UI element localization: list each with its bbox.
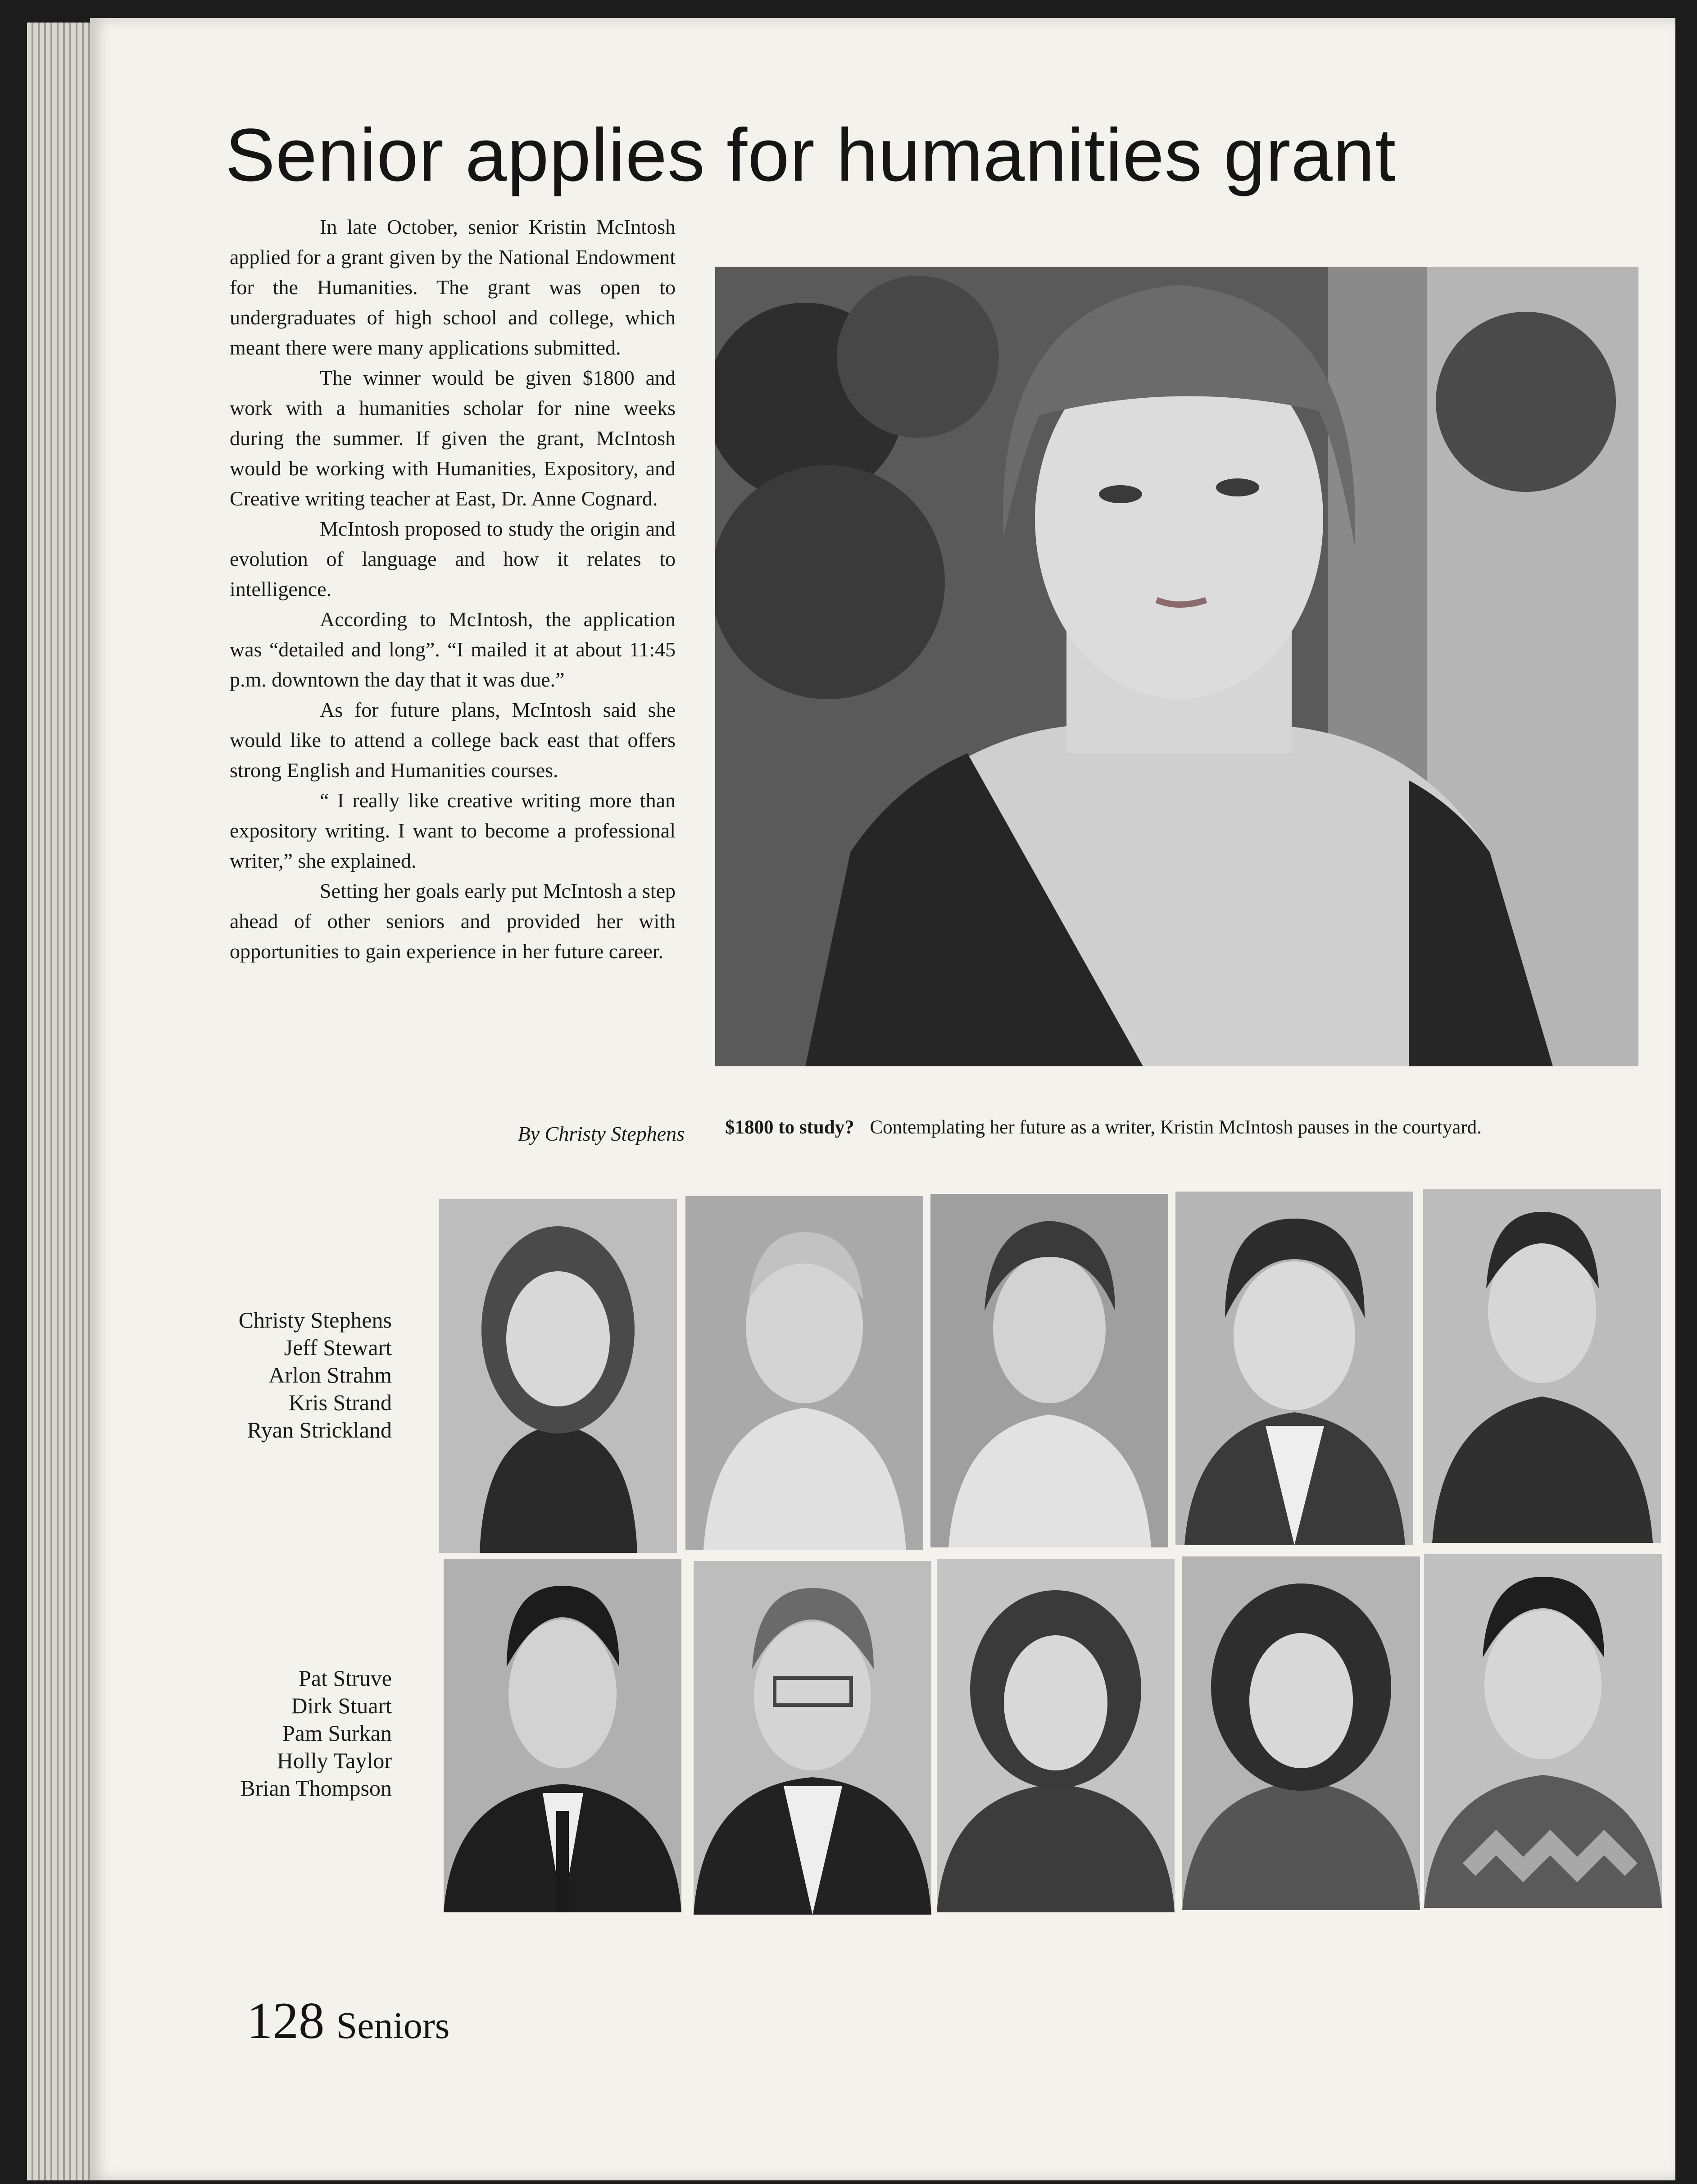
name-label: Dirk Stuart <box>291 1693 392 1718</box>
portrait-photo <box>694 1561 931 1915</box>
name-label: Ryan Strickland <box>247 1417 392 1442</box>
portrait-photo <box>1175 1192 1413 1545</box>
article-paragraph: In late October, senior Kristin McIntosh applied for a grant given by the National Endowment for the Humanities. The grant was open to undergraduates of high school and college, which meant there were many applications submitted. <box>230 215 676 359</box>
portrait-photo <box>439 1199 677 1553</box>
article-body <box>230 212 676 966</box>
article-paragraph: Setting her goals early put McIntosh a step ahead of other seniors and provided her with opportunities to gain experience in her future career. <box>230 879 676 963</box>
photo-caption <box>725 1116 1630 1138</box>
feature-photo <box>715 267 1638 1066</box>
article-paragraph: As for future plans, McIntosh said she would like to attend a college back east that offers strong English and Humanities courses. <box>230 698 676 782</box>
feature-photo-image <box>715 267 1638 1066</box>
name-label: Kris Strand <box>288 1390 392 1415</box>
headline: Senior applies for humanities grant <box>225 114 1397 197</box>
article-paragraph: “ I really like creative writing more than expository writing. I want to become a professional writer,” she explained. <box>230 789 676 872</box>
page-number: 128 <box>247 1992 325 2049</box>
portrait-photo <box>685 1196 923 1550</box>
portrait-photo <box>1423 1189 1661 1543</box>
portrait-row-1-names <box>171 1306 392 1444</box>
portrait-photo <box>1182 1556 1420 1910</box>
name-label: Jeff Stewart <box>284 1335 392 1360</box>
name-label: Christy Stephens <box>238 1307 392 1333</box>
article-paragraph: The winner would be given $1800 and work with a humanities scholar for nine weeks during the summer. If given the grant, McIntosh would be working with Humanities, Expository, and Creative writing teacher at East, Dr. Anne Cognard. <box>230 366 676 510</box>
byline: By Christy Stephens <box>517 1122 685 1145</box>
name-label: Pat Struve <box>299 1665 392 1691</box>
portrait-photo <box>1424 1554 1662 1908</box>
portrait-row-2-names <box>171 1665 392 1802</box>
article-paragraph: According to McIntosh, the application was “detailed and long”. “I mailed it at about 11:45 p.m. downtown the day that it was due.” <box>230 608 676 691</box>
caption-text: Contemplating her future as a writer, Kristin McIntosh pauses in the courtyard. <box>870 1117 1482 1138</box>
portrait-photo <box>937 1559 1175 1912</box>
name-label: Pam Surkan <box>282 1720 392 1746</box>
section-name: Seniors <box>336 2005 450 2047</box>
portrait-photo <box>444 1559 681 1912</box>
page-folio <box>247 1991 450 2051</box>
name-label: Arlon Strahm <box>268 1362 392 1388</box>
portrait-photo <box>930 1194 1168 1547</box>
article-paragraph: McIntosh proposed to study the origin and evolution of language and how it relates to intelligence. <box>230 517 676 601</box>
name-label: Holly Taylor <box>277 1748 392 1773</box>
name-label: Brian Thompson <box>240 1775 392 1801</box>
caption-lead: $1800 to study? <box>725 1117 854 1138</box>
